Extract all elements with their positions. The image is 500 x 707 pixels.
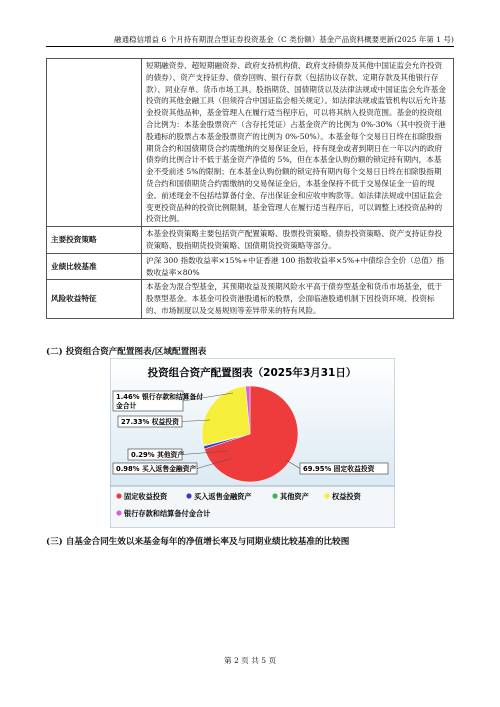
page-header: 融通稳信增益 6 个月持有期混合型证券投资基金（C 类份额）基金产品资料概要更新(2025 年第 1 号) (114, 35, 454, 44)
chart-title: 投资组合资产配置图表（2025年3月31日） (147, 367, 357, 379)
slice-label: 1.46% 银行存款和结算备付金合计 (116, 393, 204, 410)
table-row (47, 253, 454, 280)
row-label: 业绩比较基准 (47, 253, 142, 280)
section-3-title: (三) 自基金合同生效以来基金每年的净值增长率及与同期业绩比较基准的比较图 (46, 537, 350, 547)
asset-allocation-pie-chart (110, 358, 395, 528)
legend-label: 固定收益投资 (124, 492, 168, 501)
row-label: 风险收益特征 (47, 280, 142, 318)
header-divider (46, 46, 454, 47)
pie-slices (202, 386, 298, 482)
row-content: 本基金为混合型基金，其预期收益及预期风险水平高于债券型基金和货币市场基金，低于股票型基金。本基金可投资港股通标的股票，会面临港股通机制下因投资环境、投资标的、市场制度以及交易规则等差异带来的特有风险。 (142, 280, 454, 318)
fund-info-table (46, 58, 454, 319)
legend-label: 其他资产 (280, 492, 309, 501)
slice-label: 69.95% 固定收益投资 (303, 465, 375, 473)
slice-label: 0.29% 其他资产 (131, 451, 185, 459)
slice-label: 0.98% 买入返售金融资产 (116, 465, 197, 473)
row-content: 短期融资券、超短期融资券、政府支持机构债、政府支持债券及其他中国证监会允许投资的债券）、资产支持证券、债券回购、银行存款（包括协议存款、定期存款及其他银行存款）、同业存单、货币市场工具、股指期货、国债期货以及法律法规或中国证监会允许基金投资的其他金融工具（但须符合中国证监会相关规定）。如法律法规或监管机构以后允许基金投资其他品种，基金管理人在履行适当程序后，可以将其纳入投资范围。基金的投资组合比例为：本基金股票资产（含存托凭证）占基金资产的比例为 0%-30%（其中投资于港股通标的股票占本基金股票资产的比例为 0%-50%）。本基金每个交易日日终在扣除股指期货合约和国债期货合约需缴纳的交易保证金后，持有现金或者到期日在一年以内的政府债券的比例合计不低于基金资产净值的 5%，但在本基金认购份额的锁定持有期内，本基金不受前述 5%的限制；在本基金认购份额的锁定持有期内每个交易日日终在扣除股指期货合约和国债期货合约需缴纳的交易保证金后，本基金保持不低于交易保证金一倍的现金。前述现金不包括结算备付金、存出保证金和应收申购款等。如法律法规或中国证监会变更投资品种的投资比例限制，基金管理人在履行适当程序后，可以调整上述投资品种的投资比例。 (142, 59, 454, 227)
table-row (47, 227, 454, 254)
legend-swatch (186, 493, 191, 498)
legend-swatch (324, 493, 329, 498)
legend-swatch (116, 493, 121, 498)
row-content: 本基金投资策略主要包括资产配置策略、股票投资策略、债券投资策略、资产支持证券投资策略、股指期货投资策略、国债期货投资策略等部分。 (142, 227, 454, 254)
row-label: 主要投资策略 (47, 227, 142, 254)
legend-swatch (272, 493, 277, 498)
table-row (47, 59, 454, 227)
legend-label: 买入返售金融资产 (194, 492, 252, 501)
table-row (47, 280, 454, 318)
slice-label: 27.33% 权益投资 (121, 418, 179, 426)
legend-swatch (116, 510, 121, 515)
legend-label: 银行存款和结算备付金合计 (124, 509, 211, 518)
page-number: 第 2 页 共 5 页 (223, 656, 277, 665)
row-content: 沪深 300 指数收益率×15%+中证香港 100 指数收益率×5%+中债综合全价（总值）指数收益率×80% (142, 253, 454, 280)
section-2-title: (二) 投资组合资产配置图表/区域配置图表 (46, 347, 207, 357)
row-label (47, 59, 142, 227)
legend-label: 权益投资 (332, 492, 361, 501)
